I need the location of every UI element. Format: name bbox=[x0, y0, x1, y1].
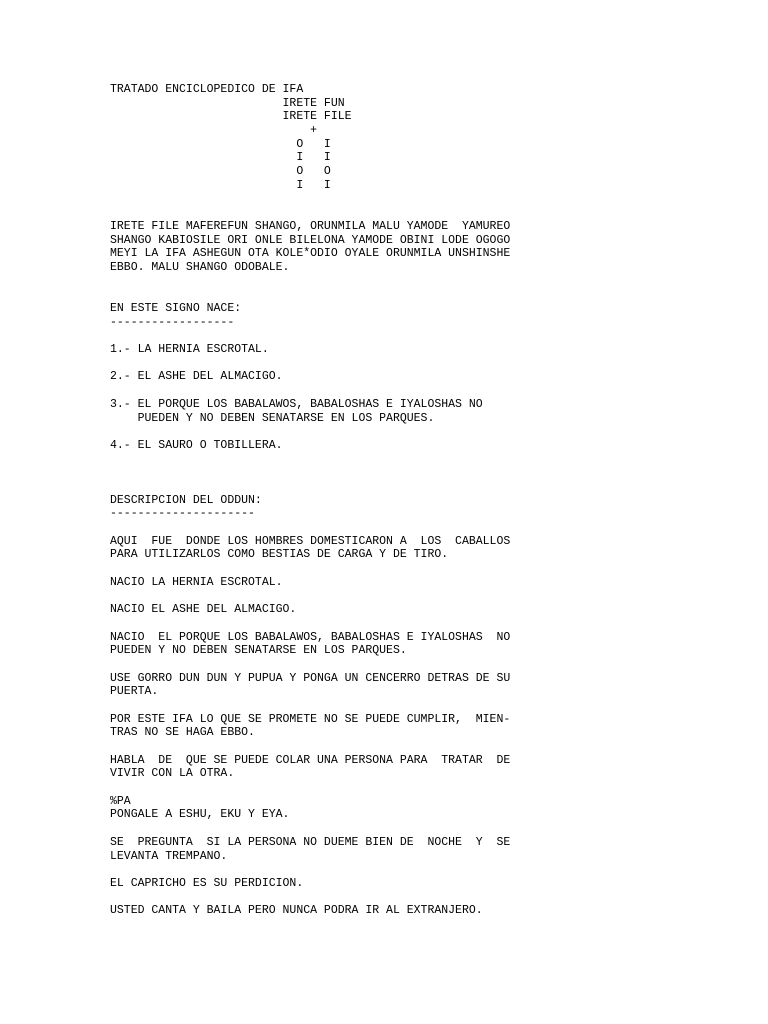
text-line bbox=[110, 589, 710, 603]
text-line: USE GORRO DUN DUN Y PUPUA Y PONGA UN CENCERRO DETRAS DE SU bbox=[110, 671, 511, 685]
text-line bbox=[110, 617, 710, 631]
text-line: EN ESTE SIGNO NACE: bbox=[110, 302, 242, 315]
text-line: PUEDEN Y NO DEBEN SENATARSE EN LOS PARQUES. bbox=[110, 411, 435, 425]
text-line bbox=[110, 384, 710, 398]
text-line bbox=[110, 918, 710, 932]
text-line: AQUI FUE DONDE LOS HOMBRES DOMESTICARON A LOS CABALLOS bbox=[110, 534, 511, 548]
text-line: EL CAPRICHO ES SU PERDICION. bbox=[110, 876, 304, 890]
text-line: PUEDEN Y NO DEBEN SENATARSE EN LOS PARQUES. bbox=[110, 644, 407, 658]
text-line bbox=[110, 425, 710, 439]
text-line: IRETE FILE MAFEREFUN SHANGO, ORUNMILA MALU YAMODE YAMUREO bbox=[110, 219, 511, 233]
text-line: LEVANTA TREMPANO. bbox=[110, 849, 228, 863]
text-line: I I bbox=[110, 178, 331, 192]
text-line bbox=[110, 453, 710, 467]
text-line: IRETE FILE bbox=[110, 110, 352, 124]
text-line bbox=[110, 480, 710, 494]
text-line: POR ESTE IFA LO QUE SE PROMETE NO SE PUEDE CUMPLIR, MIEN- bbox=[110, 712, 511, 726]
text-line bbox=[110, 822, 710, 836]
text-line: SHANGO KABIOSILE ORI ONLE BILELONA YAMODE OBINI LODE OGOGO bbox=[110, 233, 511, 247]
text-line bbox=[110, 329, 710, 343]
text-line bbox=[110, 193, 710, 207]
text-line: --------------------- bbox=[110, 507, 255, 521]
text-line: NACIO LA HERNIA ESCROTAL. bbox=[110, 575, 283, 589]
text-line bbox=[110, 891, 710, 905]
text-line bbox=[110, 206, 710, 220]
text-line: NACIO EL ASHE DEL ALMACIGO. bbox=[110, 603, 297, 617]
text-line: %PA bbox=[110, 794, 131, 808]
text-line bbox=[110, 357, 710, 371]
text-line: DESCRIPCION DEL ODDUN: bbox=[110, 493, 262, 507]
text-line: NACIO EL PORQUE LOS BABALAWOS, BABALOSHAS E IYALOSHAS NO bbox=[110, 630, 511, 644]
text-line: O O bbox=[110, 165, 331, 179]
text-line: HABLA DE QUE SE PUEDE COLAR UNA PERSONA PARA TRATAR DE bbox=[110, 753, 511, 767]
text-line bbox=[110, 658, 710, 672]
text-line: TRAS NO SE HAGA EBBO. bbox=[110, 726, 255, 740]
text-line bbox=[110, 466, 710, 480]
text-line: PONGALE A ESHU, EKU Y EYA. bbox=[110, 808, 290, 822]
text-line: + bbox=[110, 124, 318, 138]
text-line: I I bbox=[110, 151, 331, 165]
text-line: VIVIR CON LA OTRA. bbox=[110, 767, 235, 781]
text-line bbox=[110, 521, 710, 535]
text-line: MEYI LA IFA ASHEGUN OTA KOLE*ODIO OYALE ORUNMILA UNSHINSHE bbox=[110, 247, 511, 261]
text-line: EBBO. MALU SHANGO ODOBALE. bbox=[110, 260, 290, 274]
text-line bbox=[110, 781, 710, 795]
text-line bbox=[110, 863, 710, 877]
text-line bbox=[110, 699, 710, 713]
text-line bbox=[110, 275, 710, 289]
document-page bbox=[110, 83, 710, 932]
text-line: PUERTA. bbox=[110, 685, 159, 699]
text-line bbox=[110, 740, 710, 754]
text-line: IRETE FUN bbox=[110, 96, 345, 110]
text-line: USTED CANTA Y BAILA PERO NUNCA PODRA IR AL EXTRANJERO. bbox=[110, 904, 483, 918]
text-line: 1.- LA HERNIA ESCROTAL. bbox=[110, 343, 269, 357]
text-line: TRATADO ENCICLOPEDICO DE IFA bbox=[110, 83, 304, 96]
text-line: O I bbox=[110, 137, 331, 151]
text-line: PARA UTILIZARLOS COMO BESTIAS DE CARGA Y DE TIRO. bbox=[110, 548, 449, 562]
text-line: 4.- EL SAURO O TOBILLERA. bbox=[110, 438, 283, 452]
text-line: 2.- EL ASHE DEL ALMACIGO. bbox=[110, 370, 283, 384]
text-line bbox=[110, 562, 710, 576]
text-line: ------------------ bbox=[110, 315, 235, 329]
text-line: SE PREGUNTA SI LA PERSONA NO DUEME BIEN DE NOCHE Y SE bbox=[110, 835, 511, 849]
text-line bbox=[110, 288, 710, 302]
text-line: 3.- EL PORQUE LOS BABALAWOS, BABALOSHAS E IYALOSHAS NO bbox=[110, 397, 483, 411]
